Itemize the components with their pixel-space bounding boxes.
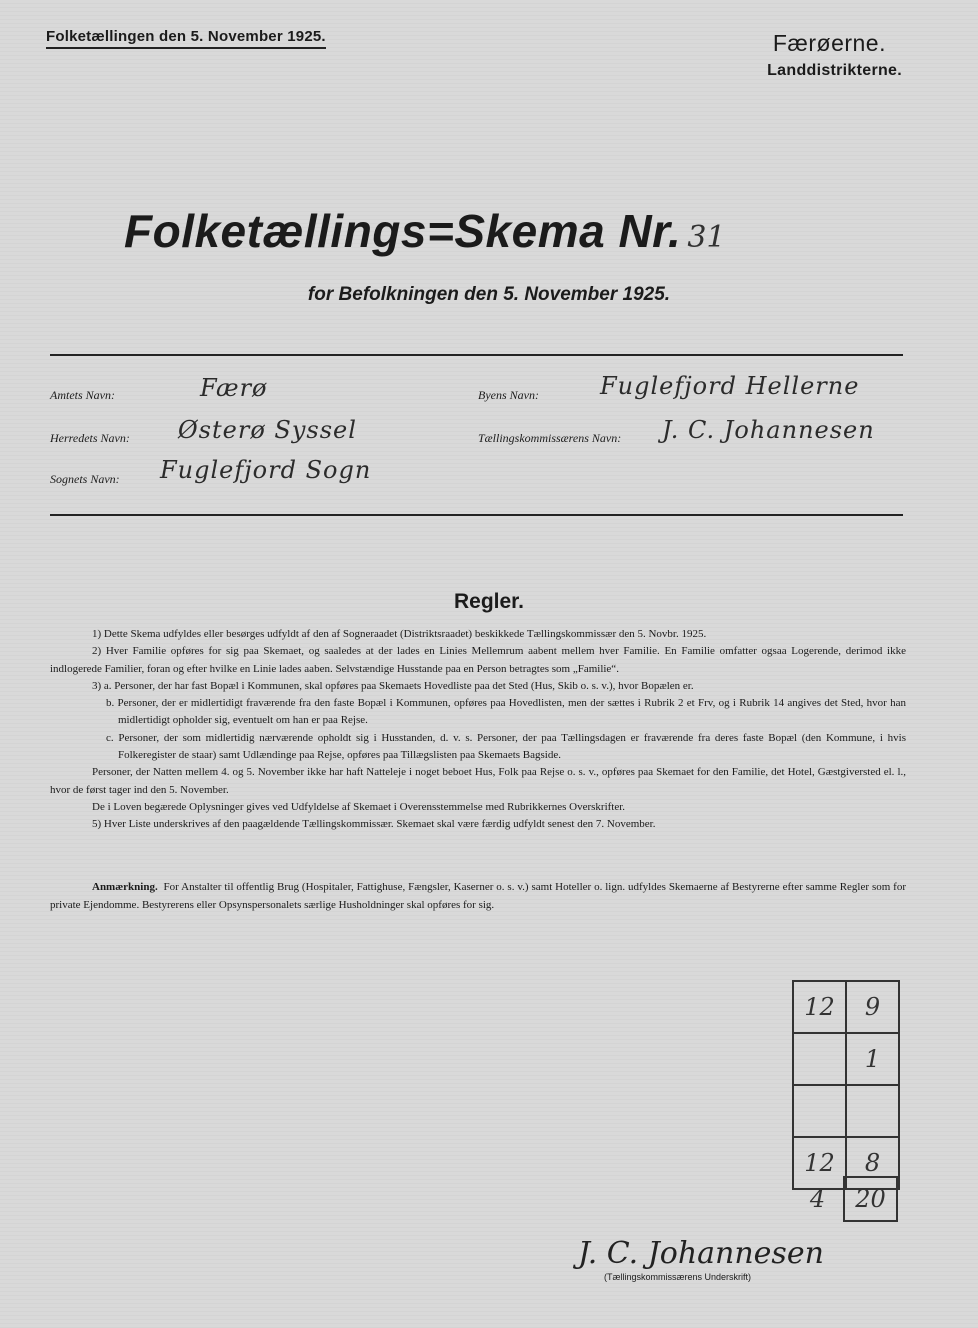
note-paragraph (50, 878, 906, 914)
rule-3b: b. Personer, der er midlertidigt fraværende fra den faste Bopæl i Kommunen, opføres paa Hovedlisten, men der sættes i Rubrik 2 et Frv, og i Rubrik 14 angives det Sted, hvor han midlertidigt opholder sig, eventuelt om han er paa Rejse. (106, 697, 906, 727)
by-label: Byens Navn: (478, 388, 539, 402)
divider-top (50, 354, 903, 356)
form-title (124, 204, 726, 258)
tally-cell: 12 (793, 1137, 846, 1189)
tally-cell (793, 1033, 846, 1085)
by-value: Fuglefjord Hellerne (600, 372, 860, 400)
tally-row (793, 1085, 899, 1137)
rule-4a: Personer, der Natten mellem 4. og 5. November ikke har haft Natteleje i noget beboet Hus, Folk paa Rejse o. s. v., opføres paa Skemaet for den Familie, det Hotel, Gæstgiversted el. l., hvor de først tager ind den 5. November. (50, 766, 906, 796)
header-census-date: Folketællingen den 5. November 1925. (46, 28, 326, 49)
tally-cell: 12 (793, 981, 846, 1033)
tally-cell: 4 (809, 1185, 826, 1213)
herred-value: Østerø Syssel (178, 416, 357, 444)
form-subtitle: for Befolkningen den 5. November 1925. (307, 284, 671, 305)
amt-value: Færø (200, 374, 268, 402)
tally-cell (793, 1085, 846, 1137)
sogn-value: Fuglefjord Sogn (160, 456, 372, 484)
rule-3a: 3) a. Personer, der har fast Bopæl i Kommunen, skal opføres paa Skemaets Hovedliste paa det Sted (Hus, Skib o. s. v.), hvor Bopælen er. (92, 679, 694, 692)
tally-row (793, 1033, 899, 1085)
rule-3c: c. Personer, der som midlertidig nærværende opholdt sig i Husstanden, d. v. s. Personer, der paa Tællingsdagen er fraværende fra deres faste Bopæl (den Kommune, i hvis Folkeregister de staar) samt Udlændinge paa Rejse, opføres paa Tillægslisten paa Skemaets Bagside. (106, 731, 906, 762)
signature (578, 1236, 824, 1271)
tally-cell: 9 (846, 981, 899, 1033)
rule-1: 1) Dette Skema udfyldes eller besørges udfyldt af den af Sogneraadet (Distriktsraadet) beskikkede Tællingskommissær den 5. Novbr. 1925. (92, 628, 707, 640)
form-title-text: Folketællings=Skema Nr. (124, 205, 682, 257)
signature-handwritten: J. C. Johannesen (578, 1236, 824, 1271)
tally-box (792, 980, 900, 1190)
tally-total (792, 1176, 898, 1222)
kommissaer-label: Tællingskommissærens Navn: (478, 431, 622, 445)
rule-2: 2) Hver Familie opføres for sig paa Skemaet, og saaledes at der lades en Linies Mellemrum aabent mellem hver Familie. En Familie omfatter ogsaa Logerende, derimod ikke indlogerede Familier, foran og efter hvilke en Linie lades aaben. Selvstændige Husstande paa en Person betragtes som „Familie“. (50, 645, 906, 675)
tally-cell: 20 (844, 1177, 897, 1221)
tally-cell (846, 1085, 899, 1137)
rules-heading: Regler. (453, 590, 525, 613)
tally-row (793, 981, 899, 1033)
rule-5: 5) Hver Liste underskrives af den paagældende Tællingskommissær. Skemaet skal være færdig udfyldt senest den 7. November. (92, 818, 656, 831)
rules-body (50, 626, 906, 834)
amt-label: Amtets Navn: (50, 388, 115, 402)
signature-caption: (Tællingskommissærens Underskrift) (604, 1272, 752, 1282)
note-label: Anmærkning. (92, 881, 158, 893)
header-region: Færøerne. (772, 30, 886, 56)
tally-cell: 8 (846, 1137, 899, 1189)
sogn-label: Sognets Navn: (50, 472, 120, 486)
form-number-handwritten: 31 (687, 220, 726, 255)
rule-4b: De i Loven begærede Oplysninger gives ved Udfyldelse af Skemaet i Overensstemmelse med Rubrikkernes Overskrifter. (92, 800, 626, 813)
tally-row (792, 1177, 897, 1221)
note-text: For Anstalter til offentlig Brug (Hospitaler, Fattighuse, Fængsler, Kaserner o. s. v.) samt Hoteller o. lign. udfyldes Skemaerne af Bestyrerne efter samme Regler som for private Ejendomme. Bestyrerens eller Opsynspersonalets særlige Husholdninger skal opføres for sig. (50, 881, 907, 911)
herred-label: Herredets Navn: (50, 431, 130, 445)
divider-bottom (50, 514, 903, 516)
header-district-type: Landdistrikterne. (767, 62, 902, 79)
tally-cell: 1 (846, 1033, 899, 1085)
kommissaer-value: J. C. Johannesen (662, 416, 875, 444)
